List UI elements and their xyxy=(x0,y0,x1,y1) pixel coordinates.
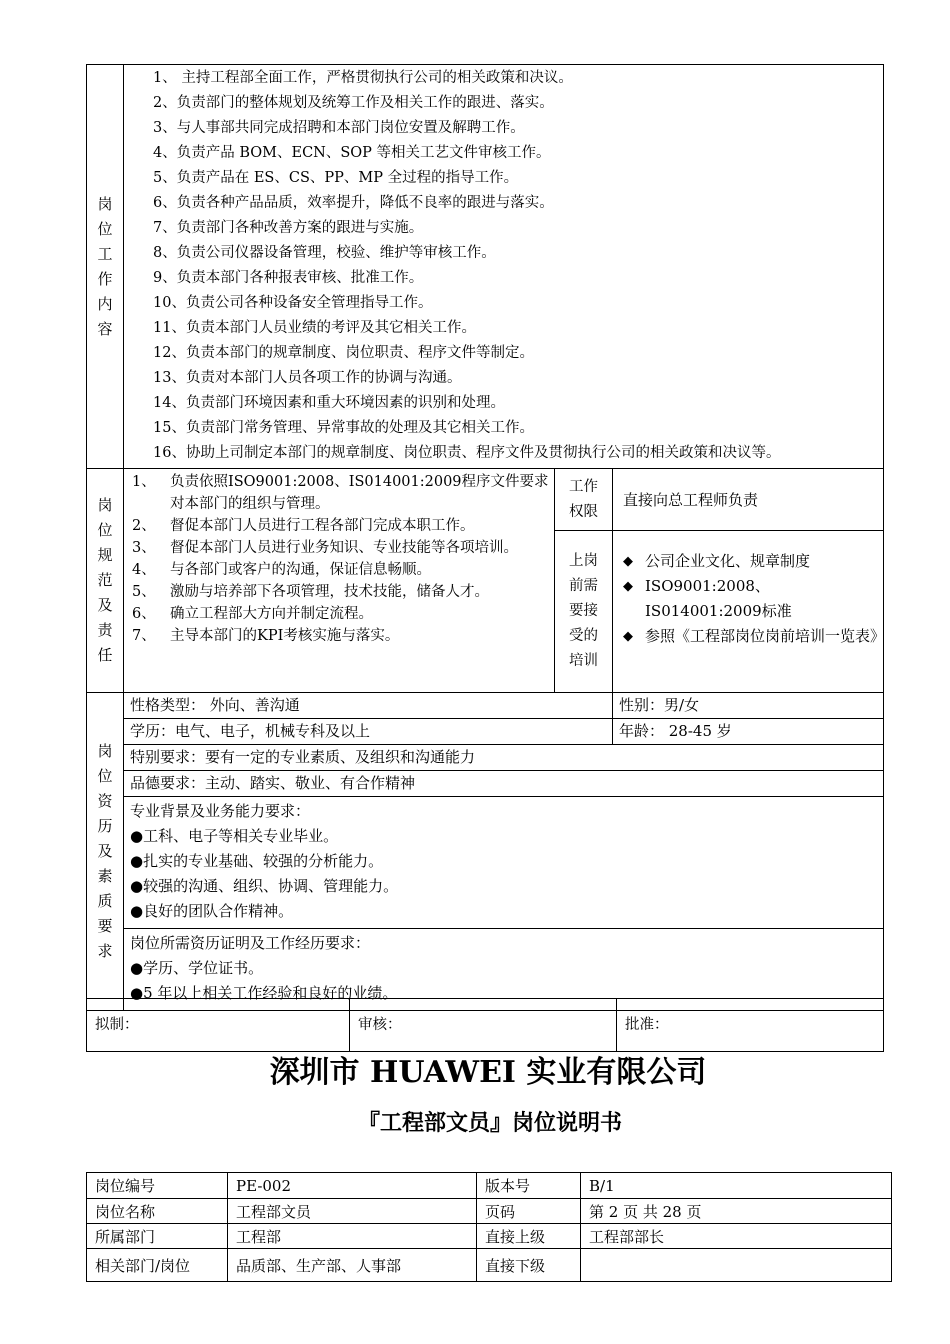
diamond-bullet-icon: ◆ xyxy=(623,579,633,594)
qualification-row xyxy=(87,745,884,771)
duty-item: 8、负责公司仪器设备管理，校验、维护等审核工作。 xyxy=(153,245,496,261)
duty-item: 11、负责本部门人员业绩的考评及其它相关工作。 xyxy=(153,320,476,336)
info-row xyxy=(87,1173,892,1199)
responsibility-item: 2、 督促本部门人员进行工程各部门完成本职工作。 xyxy=(132,518,475,534)
duty-item: 13、负责对本部门人员各项工作的协调与沟通。 xyxy=(153,370,462,386)
authority-label: 工作 权限 xyxy=(555,469,613,531)
duty-item: 9、负责本部门各种报表审核、批准工作。 xyxy=(153,270,424,286)
info-row xyxy=(87,1199,892,1224)
signature-table xyxy=(86,998,884,1052)
info-cell: 岗位名称 xyxy=(87,1199,228,1224)
personality-type: 性格类型： 外向、善沟通 xyxy=(124,693,613,719)
certificate-title: 岗位所需资历证明及工作经历要求： xyxy=(130,934,371,952)
company-name: 深圳市 HUAWEI 实业有限公司 xyxy=(269,1055,707,1090)
duty-item: 3、与人事部共同完成招聘和本部门岗位安置及解聘工作。 xyxy=(153,120,525,136)
position-info-table xyxy=(86,1172,892,1282)
info-row xyxy=(87,1249,892,1282)
duties-list xyxy=(124,65,884,469)
authority-text: 直接向总工程师负责 xyxy=(613,469,884,531)
info-cell: B/1 xyxy=(581,1173,892,1199)
qualification-row xyxy=(87,719,884,745)
signature-row xyxy=(87,999,884,1052)
drafted-by-field: 拟制： xyxy=(87,999,350,1052)
background-requirements xyxy=(124,797,884,929)
qualification-row xyxy=(87,771,884,797)
diamond-bullet-icon: ◆ xyxy=(623,629,633,644)
info-cell: 品质部、生产部、人事部 xyxy=(228,1249,477,1282)
responsibility-item: 3、 督促本部门人员进行业务知识、专业技能等各项培训。 xyxy=(132,540,518,556)
duty-item: 16、协助上司制定本部门的规章制度、岗位职责、程序文件及贯彻执行公司的相关政策和决议等。 xyxy=(153,445,781,461)
reviewed-by-field: 审核： xyxy=(350,999,617,1052)
responsibilities-label: 岗 位 规 范 及 责 任 xyxy=(87,469,124,693)
duty-item: 6、负责各种产品品质，效率提升，降低不良率的跟进与落实。 xyxy=(153,195,554,211)
info-cell: PE-002 xyxy=(228,1173,477,1199)
info-cell: 岗位编号 xyxy=(87,1173,228,1199)
certificate-item: ●学历、学位证书。 xyxy=(130,959,264,977)
info-cell: 版本号 xyxy=(477,1173,581,1199)
info-cell: 直接上级 xyxy=(477,1224,581,1249)
responsibility-item: 1、 负责依照ISO9001:2008、IS014001:2009程序文件要求对本部门的组织与管理。 xyxy=(132,474,549,512)
responsibility-item: 5、 激励与培养部下各项管理，技术技能，储备人才。 xyxy=(132,584,489,600)
responsibilities-list xyxy=(124,469,555,693)
duty-item: 7、负责部门各种改善方案的跟进与实施。 xyxy=(153,220,424,236)
info-cell: 工程部部长 xyxy=(581,1224,892,1249)
duty-item: 10、负责公司各种设备安全管理指导工作。 xyxy=(153,295,433,311)
duty-item: 1、 主持工程部全面工作，严格贯彻执行公司的相关政策和决议。 xyxy=(153,70,573,86)
duty-item: 2、负责部门的整体规划及统筹工作及相关工作的跟进、落实。 xyxy=(153,95,554,111)
background-item: ●较强的沟通、组织、协调、管理能力。 xyxy=(130,877,399,895)
qualification-row xyxy=(87,797,884,929)
training-item: ◆ ISO9001:2008、IS014001:2009标准 xyxy=(623,574,879,624)
background-title: 专业背景及业务能力要求： xyxy=(130,802,311,820)
responsibilities-row xyxy=(87,469,884,531)
gender-requirement: 性别：男/女 xyxy=(613,693,884,719)
training-item: ◆ 参照《工程部岗位岗前培训一览表》 xyxy=(623,624,879,649)
info-cell: 工程部文员 xyxy=(228,1199,477,1224)
document-title: 『工程部文员』岗位说明书 xyxy=(357,1111,622,1136)
info-cell: 相关部门/岗位 xyxy=(87,1249,228,1282)
certificate-item: ●5 年以上相关工作经验和良好的业绩。 xyxy=(130,984,398,1002)
info-cell: 页码 xyxy=(477,1199,581,1224)
info-cell: 工程部 xyxy=(228,1224,477,1249)
training-label: 上岗 前需 要接 受的 培训 xyxy=(555,531,613,693)
duties-row xyxy=(87,65,884,469)
job-description-table xyxy=(86,64,884,1011)
qualification-row xyxy=(87,693,884,719)
training-list xyxy=(613,531,884,693)
background-item: ●良好的团队合作精神。 xyxy=(130,902,294,920)
special-requirement: 特别要求：要有一定的专业素质、及组织和沟通能力 xyxy=(124,745,884,771)
info-cell xyxy=(581,1249,892,1282)
training-item: ◆ 公司企业文化、规章制度 xyxy=(623,549,879,574)
info-cell: 所属部门 xyxy=(87,1224,228,1249)
diamond-bullet-icon: ◆ xyxy=(623,554,633,569)
duty-item: 12、负责本部门的规章制度、岗位职责、程序文件等制定。 xyxy=(153,345,534,361)
info-row xyxy=(87,1224,892,1249)
background-item: ●工科、电子等相关专业毕业。 xyxy=(130,827,339,845)
responsibility-item: 4、 与各部门或客户的沟通，保证信息畅顺。 xyxy=(132,562,431,578)
duty-item: 5、负责产品在 ES、CS、PP、MP 全过程的指导工作。 xyxy=(153,170,519,186)
duties-label: 岗 位 工 作 内 容 xyxy=(87,65,124,469)
responsibility-item: 7、 主导本部门的KPI考核实施与落实。 xyxy=(132,628,400,644)
responsibility-item: 6、 确立工程部大方向并制定流程。 xyxy=(132,606,373,622)
info-cell: 直接下级 xyxy=(477,1249,581,1282)
qualifications-label: 岗 位 资 历 及 素 质 要 求 xyxy=(87,693,124,1011)
age-requirement: 年龄： 28-45 岁 xyxy=(613,719,884,745)
background-item: ●扎实的专业基础、较强的分析能力。 xyxy=(130,852,384,870)
character-requirement: 品德要求：主动、踏实、敬业、有合作精神 xyxy=(124,771,884,797)
approved-by-field: 批准： xyxy=(617,999,884,1052)
duty-item: 4、负责产品 BOM、ECN、SOP 等相关工艺文件审核工作。 xyxy=(153,145,551,161)
education-requirement: 学历：电气、电子，机械专科及以上 xyxy=(124,719,613,745)
duty-item: 14、负责部门环境因素和重大环境因素的识别和处理。 xyxy=(153,395,505,411)
duty-item: 15、负责部门常务管理、异常事故的处理及其它相关工作。 xyxy=(153,420,534,436)
info-cell: 第 2 页 共 28 页 xyxy=(581,1199,892,1224)
